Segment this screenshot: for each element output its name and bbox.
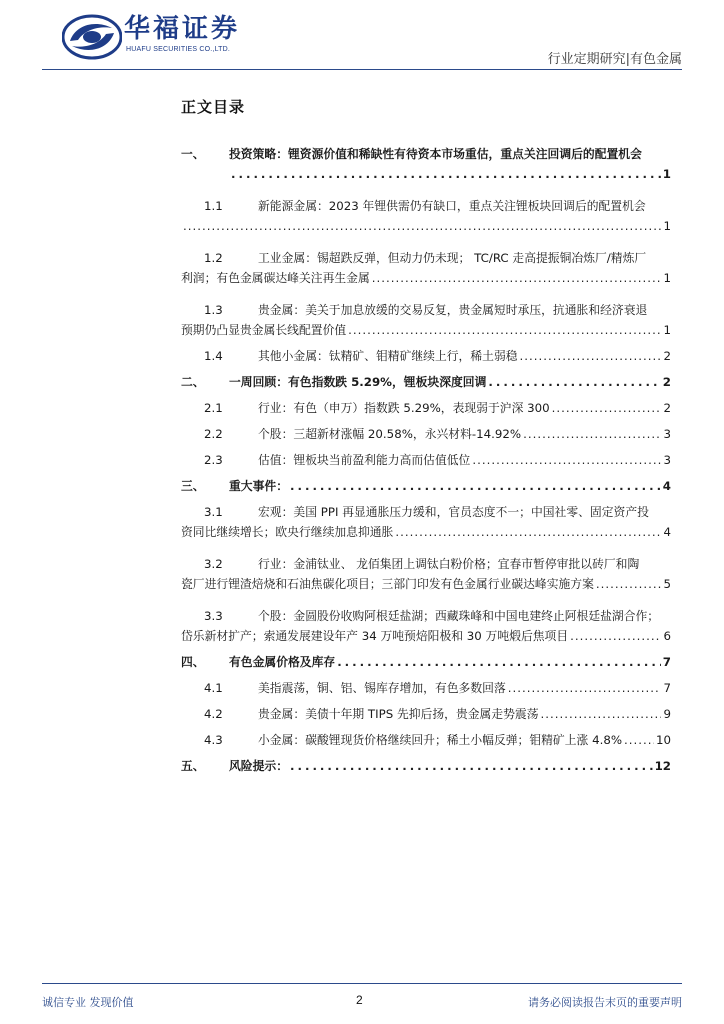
- toc-entry-title: 瓷厂进行锂渣焙烧和石油焦碳化项目；三部门印发有色金属行业碳达峰实施方案: [181, 577, 594, 591]
- toc-entry-number: 一、: [181, 147, 205, 161]
- toc-entry-number: 2.2: [204, 427, 223, 441]
- toc-entry-page: 1: [663, 271, 671, 285]
- toc-entry-number: 五、: [181, 759, 205, 773]
- toc-entry[interactable]: [181, 300, 671, 340]
- toc-leader-dots: [570, 626, 661, 646]
- toc-entry[interactable]: [181, 502, 671, 542]
- toc-entry[interactable]: [181, 450, 671, 470]
- table-of-contents: [181, 144, 671, 776]
- toc-entry-page: 7: [662, 655, 671, 669]
- toc-entry-title: 资同比继续增长；欧央行继续加息抑通胀: [181, 525, 394, 539]
- toc-entry-number: 2.1: [204, 401, 223, 415]
- toc-entry-number: 4.3: [204, 733, 223, 747]
- toc-entry[interactable]: [181, 730, 671, 750]
- footer-disclaimer: 请务必阅读报告末页的重要声明: [528, 996, 682, 1009]
- header-divider: [42, 69, 682, 70]
- toc-entry[interactable]: [181, 424, 671, 444]
- toc-entry-number: 1.4: [204, 349, 223, 363]
- toc-entry[interactable]: [181, 372, 671, 392]
- toc-entry[interactable]: [181, 678, 671, 698]
- toc-entry[interactable]: [181, 398, 671, 418]
- toc-entry-title: 个股：金圆股份收购阿根廷盐湖；西藏珠峰和中国电建终止阿根廷盐湖合作；: [258, 609, 660, 623]
- toc-entry-title: 行业：有色（申万）指数跌 5.29%，表现弱于沪深 300: [258, 401, 550, 415]
- toc-leader-dots: [541, 704, 662, 724]
- toc-entry-title: 美指震荡，铜、铝、锡库存增加，有色多数回落: [258, 681, 506, 695]
- toc-entry-page: 4: [662, 479, 671, 493]
- toc-entry-title: 工业金属：锡超跌反弹，但动力仍未现； TC/RC 走高提振铜冶炼厂/精炼厂: [258, 251, 647, 265]
- toc-entry-page: 1: [663, 323, 671, 337]
- footer-slogan: 诚信专业 发现价值: [42, 996, 134, 1009]
- toc-leader-dots: [488, 372, 660, 392]
- toc-entry-page: 6: [663, 629, 671, 643]
- toc-entry-page: 10: [655, 733, 671, 747]
- toc-entry-number: 2.3: [204, 453, 223, 467]
- toc-entry-page: 7: [663, 681, 671, 695]
- toc-entry[interactable]: [181, 652, 671, 672]
- toc-entry-page: 2: [663, 349, 671, 363]
- toc-leader-dots: [183, 216, 661, 236]
- toc-entry-page: 4: [663, 525, 671, 539]
- page-number: 2: [356, 993, 363, 1007]
- toc-entry-number: 三、: [181, 479, 205, 493]
- toc-leader-dots: [472, 450, 661, 470]
- toc-entry-title: 有色金属价格及库存: [229, 655, 336, 669]
- toc-leader-dots: [596, 574, 662, 594]
- toc-entry-title: 新能源金属：2023 年锂供需仍有缺口，重点关注锂板块回调后的配置机会: [258, 199, 646, 213]
- toc-entry-title: 其他小金属：钛精矿、钼精矿继续上行，稀土弱稳: [258, 349, 518, 363]
- toc-entry-page: 3: [663, 427, 671, 441]
- toc-entry-title: 重大事件：: [229, 479, 288, 493]
- toc-leader-dots: [290, 756, 653, 776]
- toc-entry[interactable]: [181, 144, 671, 184]
- toc-leader-dots: [523, 424, 661, 444]
- toc-entry[interactable]: [181, 346, 671, 366]
- toc-entry[interactable]: [181, 196, 671, 236]
- toc-entry-title: 利润；有色金属碳达峰关注再生金属: [181, 271, 370, 285]
- toc-entry-title: 投资策略：锂资源价值和稀缺性有待资本市场重估，重点关注回调后的配置机会: [229, 147, 642, 161]
- toc-leader-dots: [372, 268, 662, 288]
- toc-leader-dots: [624, 730, 654, 750]
- toc-entry[interactable]: [181, 756, 671, 776]
- toc-leader-dots: [348, 320, 661, 340]
- toc-entry-title: 个股：三超新材涨幅 20.58%，永兴材料-14.92%: [258, 427, 522, 441]
- toc-entry-title: 贵金属：美债十年期 TIPS 先抑后扬，贵金属走势震荡: [258, 707, 539, 721]
- toc-leader-dots: [337, 652, 661, 672]
- report-type: 行业定期研究|有色金属: [547, 52, 682, 67]
- toc-entry-page: 9: [663, 707, 671, 721]
- toc-leader-dots: [231, 164, 661, 184]
- toc-entry-page: 5: [663, 577, 671, 591]
- toc-entry-page: 12: [654, 759, 671, 773]
- toc-entry-number: 3.3: [204, 609, 223, 623]
- toc-entry-number: 二、: [181, 375, 205, 389]
- toc-entry-number: 1.2: [204, 251, 223, 265]
- toc-entry-title: 贵金属：美关于加息放缓的交易反复，贵金属短时承压，抗通胀和经济衰退: [258, 303, 648, 317]
- toc-leader-dots: [395, 522, 661, 542]
- toc-entry-page: 1: [662, 167, 671, 181]
- toc-entry-number: 4.2: [204, 707, 223, 721]
- toc-entry-page: 1: [663, 219, 671, 233]
- logo-text-en: HUAFU SECURITIES CO.,LTD.: [126, 46, 231, 53]
- toc-entry-title: 小金属：碳酸锂现货价格继续回升；稀土小幅反弹；钼精矿上涨 4.8%: [258, 733, 623, 747]
- toc-leader-dots: [290, 476, 661, 496]
- toc-entry-number: 3.1: [204, 505, 223, 519]
- toc-leader-dots: [552, 398, 662, 418]
- toc-entry-title: 预期仍凸显贵金属长线配置价值: [181, 323, 347, 337]
- toc-entry-title: 岱乐新材扩产；索通发展建设年产 34 万吨预焙阳极和 30 万吨煅后焦项目: [181, 629, 569, 643]
- toc-entry-title: 风险提示：: [229, 759, 288, 773]
- toc-leader-dots: [508, 678, 662, 698]
- toc-entry[interactable]: [181, 476, 671, 496]
- toc-entry-number: 3.2: [204, 557, 223, 571]
- toc-entry-title: 行业：金浦钛业、 龙佰集团上调钛白粉价格；宜春市暂停审批以砖厂和陶: [258, 557, 640, 571]
- toc-leader-dots: [520, 346, 662, 366]
- toc-entry-title: 宏观：美国 PPI 再显通胀压力缓和，官员态度不一；中国社零、固定资产投: [258, 505, 649, 519]
- toc-entry[interactable]: [181, 606, 671, 646]
- toc-entry-page: 2: [662, 375, 671, 389]
- toc-entry-page: 2: [663, 401, 671, 415]
- toc-entry[interactable]: [181, 248, 671, 288]
- toc-entry[interactable]: [181, 554, 671, 594]
- huafu-logo-icon: [62, 14, 122, 60]
- footer-divider: [42, 983, 682, 984]
- toc-entry[interactable]: [181, 704, 671, 724]
- toc-entry-page: 3: [663, 453, 671, 467]
- toc-entry-title: 一周回顾：有色指数跌 5.29%，锂板块深度回调: [229, 375, 487, 389]
- toc-entry-title: 估值：锂板块当前盈利能力高而估值低位: [258, 453, 471, 467]
- toc-entry-number: 四、: [181, 655, 205, 669]
- toc-title: 正文目录: [181, 98, 246, 116]
- toc-entry-number: 1.3: [204, 303, 223, 317]
- toc-entry-number: 4.1: [204, 681, 223, 695]
- toc-entry-number: 1.1: [204, 199, 223, 213]
- logo-text-cn: 华福证券: [124, 14, 241, 44]
